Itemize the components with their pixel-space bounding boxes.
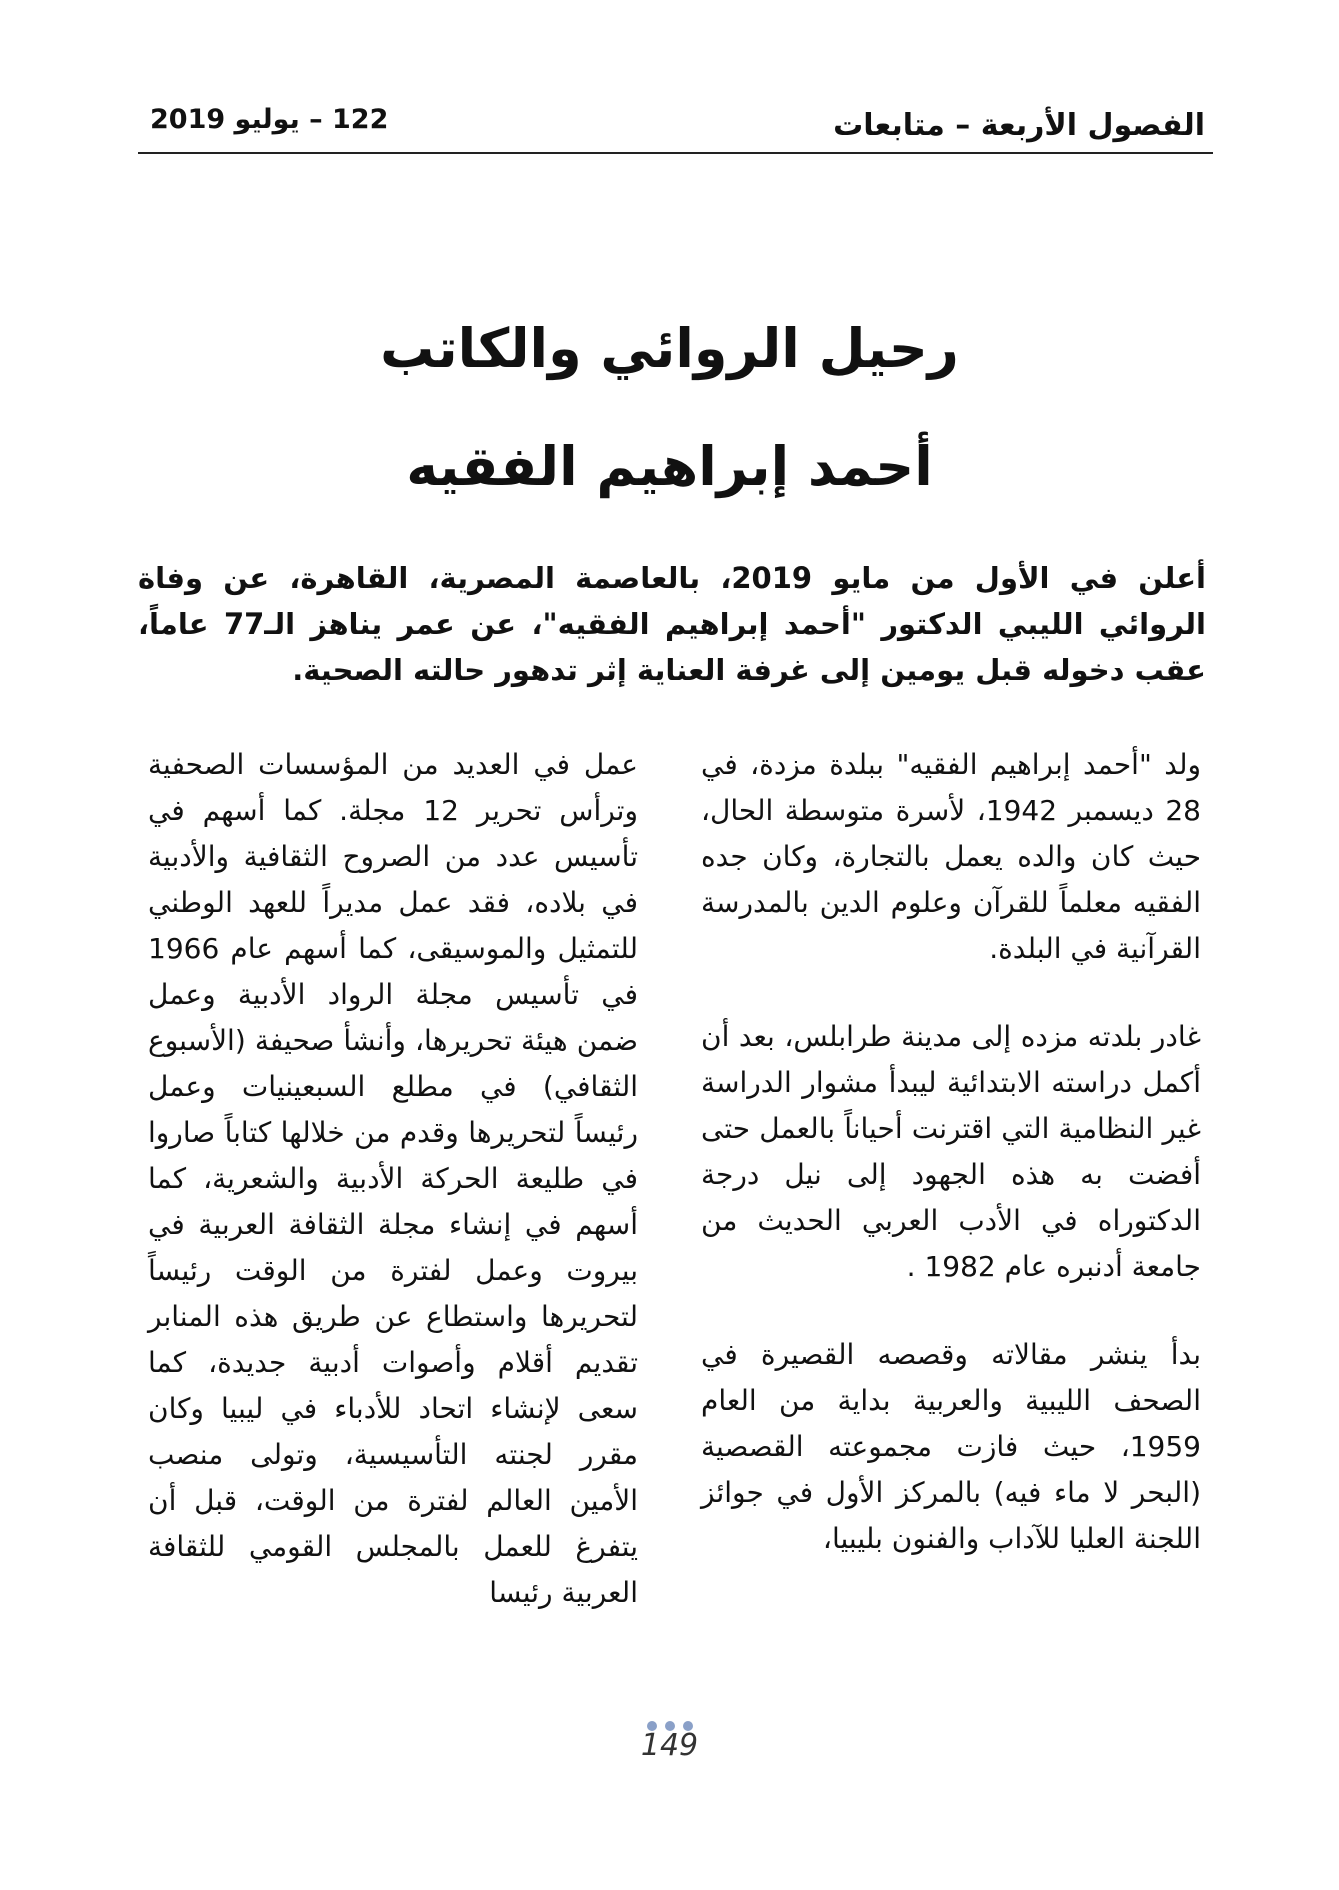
right-column bbox=[701, 742, 1201, 1604]
right-paragraph-1: ولد "أحمد إبراهيم الفقيه" ببلدة مزدة، في 28 ديسمبر 1942، لأسرة متوسطة الحال، حيث كان والده يعمل بالتجارة، وكان جده الفقيه معلماً للقرآن وعلوم الدين بالمدرسة القرآنية في البلدة. bbox=[701, 748, 1201, 965]
left-column bbox=[148, 742, 638, 1658]
right-paragraph-2: غادر بلدته مزده إلى مدينة طرابلس، بعد أن أكمل دراسته الابتدائية ليبدأ مشوار الدراسة غير النظامية التي اقترنت أحياناً بالعمل حتى أفضت به هذه الجهود إلى نيل درجة الدكتوراه في الأدب العربي الحديث من جامعة أدنبره عام 1982 . bbox=[701, 1020, 1201, 1283]
page-number: 149 bbox=[640, 1728, 699, 1763]
running-header bbox=[138, 100, 1213, 154]
intro-paragraph: أعلن في الأول من مايو 2019، بالعاصمة المصرية، القاهرة، عن وفاة الروائي الليبي الدكتور "أحمد إبراهيم الفقيه"، عن عمر يناهز الـ77 عاماً، عقب دخوله قبل يومين إلى غرفة العناية إثر تدهور حالته الصحية. bbox=[138, 561, 1206, 687]
section-title: الفصول الأربعة – متابعات bbox=[833, 108, 1205, 143]
issue-date: 122 – يوليو 2019 bbox=[150, 104, 389, 135]
left-paragraph-1: عمل في العديد من المؤسسات الصحفية وترأس تحرير 12 مجلة. كما أسهم في تأسيس عدد من الصروح الثقافية والأدبية في بلاده، فقد عمل مديراً للعهد الوطني للتمثيل والموسيقى، كما أسهم عام 1966 في تأسيس مجلة الرواد الأدبية وعمل ضمن هيئة تحريرها، وأنشأ صحيفة (الأسبوع الثقافي) في مطلع السبعينيات وعمل رئيساً لتحريرها وقدم من خلالها كتاباً صاروا في طليعة الحركة الأدبية والشعرية، كما أسهم في إنشاء مجلة الثقافة العربية في بيروت وعمل لفترة من الوقت رئيساً لتحريرها واستطاع عن طريق هذه المنابر تقديم أقلام وأصوات أدبية جديدة، كما سعى لإنشاء اتحاد للأدباء في ليبيا وكان مقرر لجنته التأسيسية، وتولى منصب الأمين العالم لفترة من الوقت، قبل أن يتفرغ للعمل بالمجلس القومي للثقافة العربية رئيسا bbox=[148, 748, 638, 1609]
title-line-2: أحمد إبراهيم الفقيه bbox=[406, 435, 933, 498]
article-title bbox=[0, 290, 1339, 526]
title-line-1: رحيل الروائي والكاتب bbox=[380, 317, 959, 380]
right-paragraph-3: بدأ ينشر مقالاته وقصصه القصيرة في الصحف الليبية والعربية بداية من العام 1959، حيث فازت مجموعته القصصية (البحر لا ماء فيه) بالمركز الأول في جوائز اللجنة العليا للآداب والفنون بليبيا، bbox=[701, 1338, 1201, 1555]
